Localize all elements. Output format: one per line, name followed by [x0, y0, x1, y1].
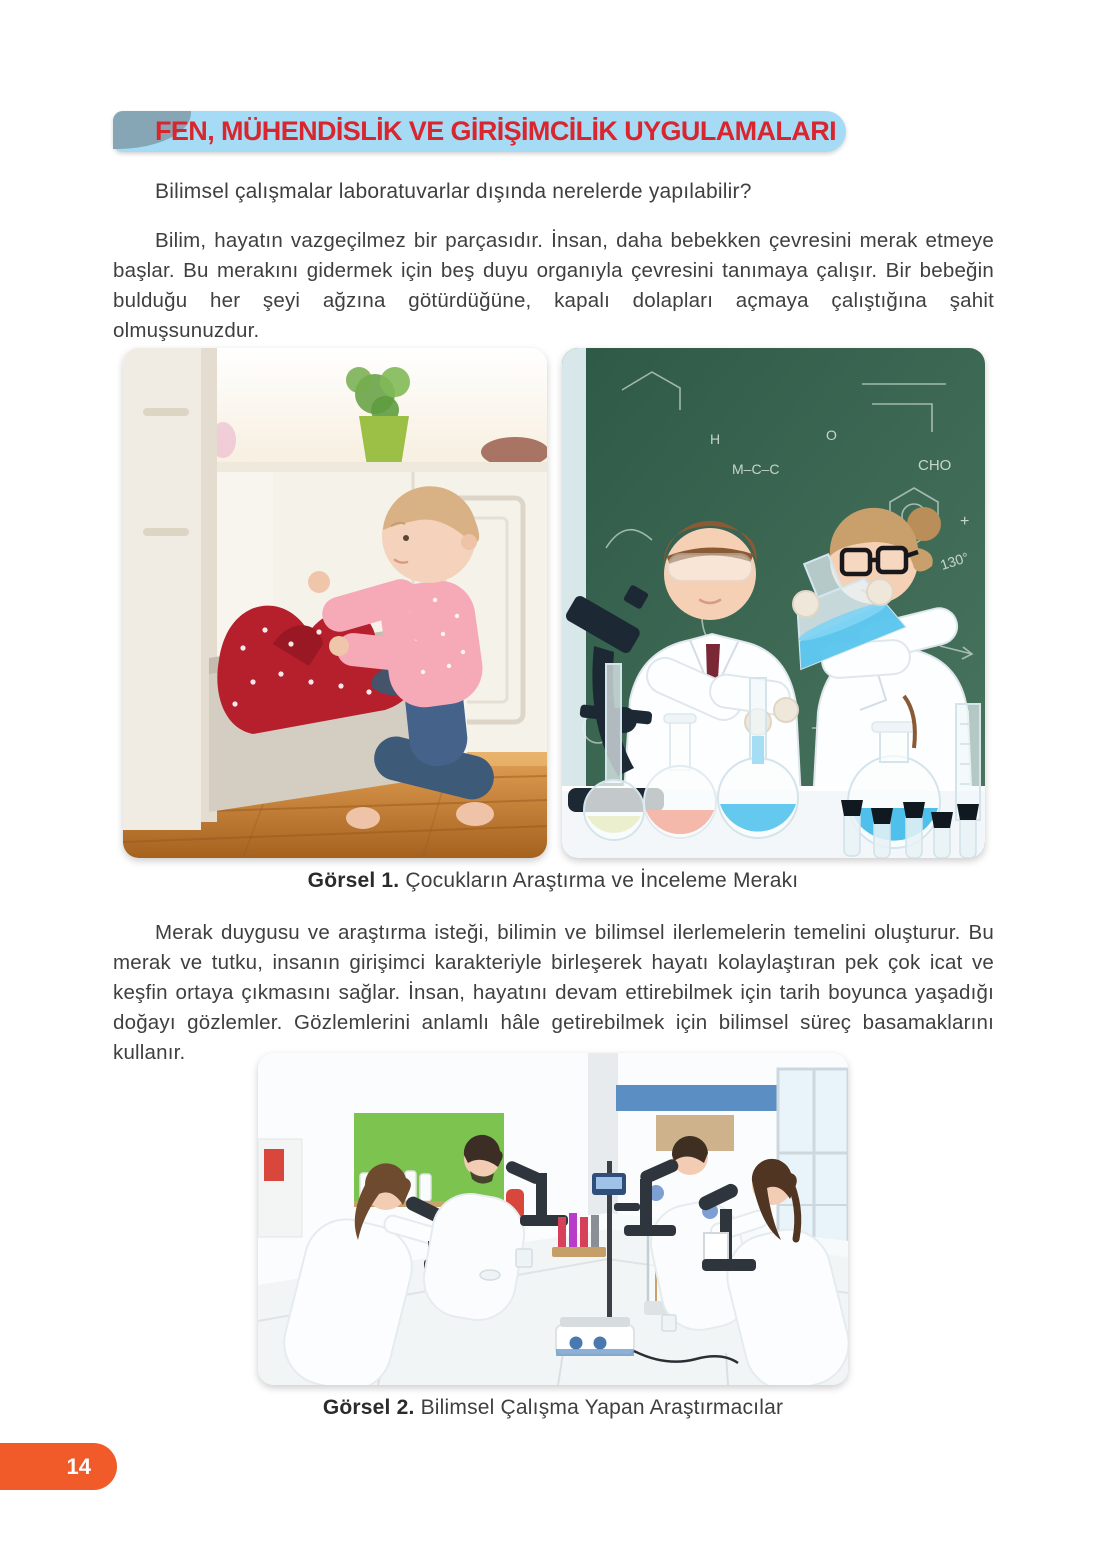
- section-title: FEN, MÜHENDİSLİK VE GİRİŞİMCİLİK UYGULAMALARI: [155, 116, 836, 146]
- lead-question: Bilimsel çalışmalar laboratuvarlar dışında nerelerde yapılabilir?: [155, 180, 752, 203]
- page-number: 14: [66, 1453, 91, 1479]
- researchers-lab-illustration: [258, 1053, 848, 1385]
- safety-goggles: [668, 554, 752, 581]
- glove-hand: [793, 591, 819, 617]
- figure1-caption: [0, 869, 1106, 893]
- figure1-label: Görsel 1.: [307, 869, 400, 892]
- kids-lab-illustration: [562, 348, 985, 858]
- figure2-label: Görsel 2.: [322, 1396, 415, 1419]
- figure2-caption-text: Bilimsel Çalışma Yapan Araştırmacılar: [420, 1396, 784, 1419]
- black-glasses: [842, 548, 918, 574]
- figure2-caption: [0, 1396, 1106, 1420]
- svg-text:CHO: CHO: [918, 457, 952, 474]
- dresser: [123, 348, 217, 830]
- baby-drawer-illustration: [123, 348, 547, 858]
- svg-text:130°: 130°: [938, 548, 971, 574]
- paragraph-1: Bilim, hayatın vazgeçilmez bir parçasıdır. İnsan, daha bebekken çevresini merak etmeye başlar. Bu merakını gidermek için beş duyu organıyla çevresini tanımaya çalışır. Bir bebeğin bulduğu her şeyi ağzına götürdüğüne, kapalı dolapları açmaya çalıştığına şahit olmuşsunuzdur.: [113, 229, 994, 342]
- figure1-photo-kids-lab: [562, 348, 985, 858]
- glove-hand: [867, 579, 893, 605]
- page-number-badge: [0, 1443, 117, 1490]
- section-banner: [113, 111, 846, 152]
- figure1-caption-text: Çocukların Araştırma ve İnceleme Merakı: [405, 869, 799, 892]
- svg-text:O: O: [826, 427, 837, 443]
- svg-text:M–C–C: M–C–C: [732, 461, 780, 477]
- figure1-photo-baby-drawer: [123, 348, 547, 858]
- svg-text:H: H: [710, 431, 721, 447]
- hot-plate-stirrer: [556, 1317, 634, 1356]
- figure2-photo-researchers-lab: [258, 1053, 848, 1385]
- paragraph-2: Merak duygusu ve araştırma isteği, bilimin ve bilimsel ilerlemelerin temelini oluşturur. Bu merak ve tutku, insanın girişimci karakteriyle birleşerek hayatı kolaylaştıran pek çok icat ve keşfin ortaya çıkmasını sağlar. İnsan, hayatını devam ettirebilmek için tarih boyunca yaşadığı doğayı gözlemler. Gözlemlerini anlamlı hâle getirebilmek için bilimsel süreç basamaklarını kullanır.: [113, 921, 994, 1064]
- svg-text:+: +: [960, 513, 970, 530]
